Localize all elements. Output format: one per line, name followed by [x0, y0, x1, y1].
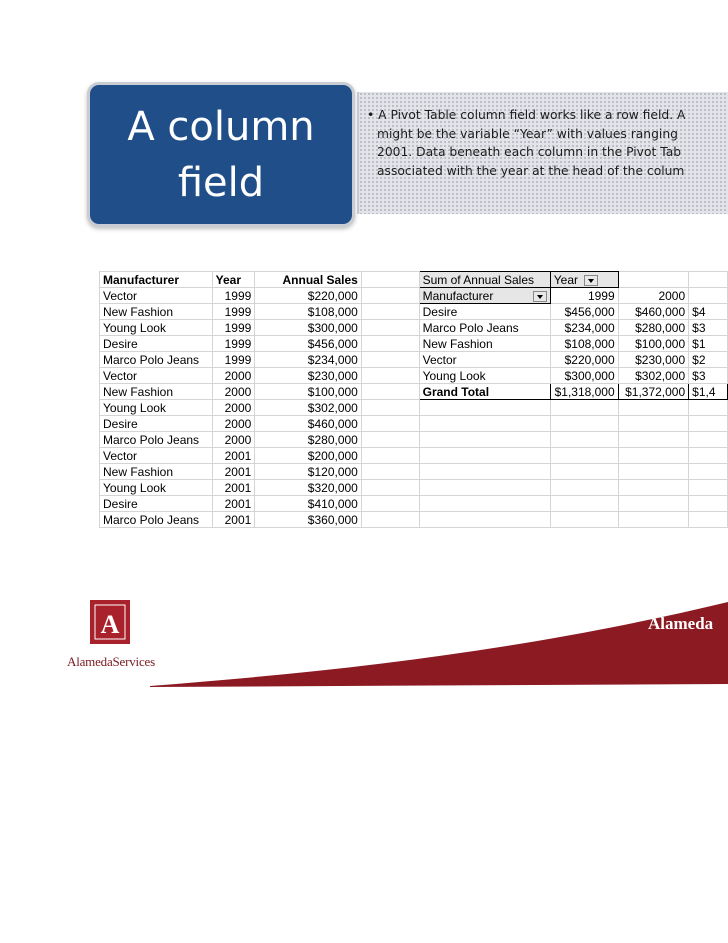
table-row: [100, 320, 728, 336]
pivot-column-field-button[interactable]: [550, 272, 618, 288]
source-cell[interactable]: $234,000: [255, 352, 362, 368]
table-row: [100, 304, 728, 320]
empty-cell[interactable]: [361, 432, 419, 448]
empty-cell[interactable]: [419, 416, 550, 432]
pivot-cell[interactable]: $108,000: [550, 336, 618, 352]
pivot-column-header[interactable]: 1999: [550, 288, 618, 304]
source-cell[interactable]: $360,000: [255, 512, 362, 528]
source-header-year[interactable]: Year: [212, 272, 255, 288]
pivot-row-label[interactable]: New Fashion: [419, 336, 550, 352]
empty-cell[interactable]: [618, 416, 689, 432]
footer-band-text: Alameda: [648, 614, 714, 633]
empty-cell[interactable]: [419, 432, 550, 448]
source-cell[interactable]: $200,000: [255, 448, 362, 464]
source-cell[interactable]: 2000: [212, 384, 255, 400]
pivot-row-field-label: Manufacturer: [422, 288, 494, 303]
source-cell[interactable]: $220,000: [255, 288, 362, 304]
source-cell[interactable]: $456,000: [255, 336, 362, 352]
empty-cell[interactable]: [618, 480, 689, 496]
empty-cell[interactable]: [550, 480, 618, 496]
empty-cell[interactable]: [419, 464, 550, 480]
empty-cell[interactable]: [689, 416, 728, 432]
source-cell[interactable]: Marco Polo Jeans: [100, 352, 213, 368]
source-cell[interactable]: $320,000: [255, 480, 362, 496]
table-row: [100, 480, 728, 496]
dropdown-arrow-icon[interactable]: [533, 291, 547, 302]
empty-cell[interactable]: [419, 512, 550, 528]
table-row: [100, 448, 728, 464]
source-cell[interactable]: Young Look: [100, 480, 213, 496]
table-row: [100, 400, 728, 416]
source-cell[interactable]: New Fashion: [100, 464, 213, 480]
source-cell[interactable]: $280,000: [255, 432, 362, 448]
source-cell[interactable]: Desire: [100, 416, 213, 432]
source-cell[interactable]: 2001: [212, 496, 255, 512]
empty-cell[interactable]: [550, 496, 618, 512]
table-row: [100, 432, 728, 448]
pivot-cell[interactable]: $1: [689, 336, 728, 352]
pivot-cell[interactable]: $3: [689, 368, 728, 384]
empty-cell[interactable]: [361, 480, 419, 496]
table-row: [100, 368, 728, 384]
empty-cell[interactable]: [361, 320, 419, 336]
pivot-cell[interactable]: $4: [689, 304, 728, 320]
source-header-manufacturer[interactable]: Manufacturer: [100, 272, 213, 288]
source-cell[interactable]: $410,000: [255, 496, 362, 512]
empty-cell[interactable]: [550, 448, 618, 464]
empty-cell[interactable]: [689, 288, 728, 304]
pivot-cell[interactable]: $460,000: [618, 304, 689, 320]
empty-cell[interactable]: [550, 416, 618, 432]
pivot-cell[interactable]: $300,000: [550, 368, 618, 384]
empty-cell[interactable]: [419, 496, 550, 512]
empty-cell[interactable]: [618, 432, 689, 448]
source-cell[interactable]: $120,000: [255, 464, 362, 480]
empty-cell[interactable]: [618, 448, 689, 464]
pivot-column-field-label: Year: [553, 272, 579, 287]
empty-cell[interactable]: [361, 416, 419, 432]
empty-cell[interactable]: [550, 400, 618, 416]
source-cell[interactable]: New Fashion: [100, 304, 213, 320]
pivot-grand-total-cell[interactable]: $1,372,000: [618, 384, 689, 400]
pivot-cell[interactable]: $234,000: [550, 320, 618, 336]
company-logo-icon: [90, 600, 130, 644]
spreadsheet-grid: [99, 271, 728, 528]
slide-title-line1: A column: [127, 103, 315, 150]
source-cell[interactable]: 2001: [212, 480, 255, 496]
table-row: [100, 496, 728, 512]
source-cell[interactable]: $302,000: [255, 400, 362, 416]
empty-cell[interactable]: [689, 480, 728, 496]
empty-cell[interactable]: [361, 384, 419, 400]
pivot-row-label[interactable]: Desire: [419, 304, 550, 320]
table-row: [100, 464, 728, 480]
empty-cell[interactable]: [689, 400, 728, 416]
source-cell[interactable]: Vector: [100, 368, 213, 384]
source-cell[interactable]: $230,000: [255, 368, 362, 384]
empty-cell[interactable]: [361, 288, 419, 304]
slide-title-line2: field: [177, 159, 265, 206]
empty-cell[interactable]: [550, 464, 618, 480]
source-cell[interactable]: Marco Polo Jeans: [100, 432, 213, 448]
pivot-cell[interactable]: $456,000: [550, 304, 618, 320]
empty-cell[interactable]: [550, 512, 618, 528]
pivot-cell[interactable]: $302,000: [618, 368, 689, 384]
source-cell[interactable]: 1999: [212, 320, 255, 336]
source-cell[interactable]: Marco Polo Jeans: [100, 512, 213, 528]
pivot-cell[interactable]: $3: [689, 320, 728, 336]
empty-cell[interactable]: [618, 464, 689, 480]
bullet-line: 2001. Data beneath each column in the Pivot Tab: [377, 145, 682, 159]
source-cell[interactable]: 2000: [212, 400, 255, 416]
empty-cell[interactable]: [689, 512, 728, 528]
empty-cell[interactable]: [618, 512, 689, 528]
pivot-row-label[interactable]: Marco Polo Jeans: [419, 320, 550, 336]
table-row: [100, 272, 728, 288]
source-cell[interactable]: 2001: [212, 448, 255, 464]
pivot-grand-total-label[interactable]: Grand Total: [419, 384, 550, 400]
table-row: [100, 384, 728, 400]
empty-cell[interactable]: [361, 368, 419, 384]
bullet-line: • A Pivot Table column field works like a row field. A: [367, 108, 686, 122]
empty-cell[interactable]: [419, 448, 550, 464]
pivot-cell[interactable]: $280,000: [618, 320, 689, 336]
table-row: [100, 288, 728, 304]
logo-letter: A: [100, 610, 120, 639]
table-row: [100, 416, 728, 432]
empty-cell[interactable]: [618, 496, 689, 512]
empty-cell[interactable]: [361, 448, 419, 464]
empty-cell[interactable]: [618, 400, 689, 416]
empty-cell[interactable]: [689, 464, 728, 480]
empty-cell[interactable]: [618, 272, 689, 288]
empty-cell[interactable]: [361, 272, 419, 288]
source-header-annual-sales[interactable]: Annual Sales: [255, 272, 362, 288]
source-cell[interactable]: 2000: [212, 432, 255, 448]
pivot-column-header[interactable]: 2000: [618, 288, 689, 304]
source-cell[interactable]: 1999: [212, 304, 255, 320]
pivot-row-label[interactable]: Vector: [419, 352, 550, 368]
empty-cell[interactable]: [361, 304, 419, 320]
bullet-line: associated with the year at the head of the colum: [377, 163, 685, 178]
pivot-data-label[interactable]: Sum of Annual Sales: [419, 272, 550, 288]
source-cell[interactable]: New Fashion: [100, 384, 213, 400]
source-cell[interactable]: 2001: [212, 512, 255, 528]
source-cell[interactable]: $460,000: [255, 416, 362, 432]
slide-title-box: [87, 82, 355, 227]
source-cell[interactable]: 2000: [212, 368, 255, 384]
source-cell[interactable]: Young Look: [100, 320, 213, 336]
empty-cell[interactable]: [361, 400, 419, 416]
dropdown-arrow-icon[interactable]: [584, 275, 598, 286]
pivot-row-label[interactable]: Young Look: [419, 368, 550, 384]
source-cell[interactable]: Young Look: [100, 400, 213, 416]
source-cell[interactable]: $108,000: [255, 304, 362, 320]
pivot-cell[interactable]: $220,000: [550, 352, 618, 368]
source-cell[interactable]: 2000: [212, 416, 255, 432]
table-row: [100, 352, 728, 368]
pivot-cell[interactable]: $100,000: [618, 336, 689, 352]
pivot-cell[interactable]: $230,000: [618, 352, 689, 368]
empty-cell[interactable]: [689, 496, 728, 512]
empty-cell[interactable]: [361, 512, 419, 528]
empty-cell[interactable]: [361, 496, 419, 512]
pivot-cell[interactable]: $2: [689, 352, 728, 368]
source-cell[interactable]: $300,000: [255, 320, 362, 336]
source-cell[interactable]: Desire: [100, 496, 213, 512]
empty-cell[interactable]: [419, 400, 550, 416]
empty-cell[interactable]: [689, 448, 728, 464]
table-row: [100, 512, 728, 528]
pivot-grand-total-cell[interactable]: $1,318,000: [550, 384, 618, 400]
empty-cell[interactable]: [689, 272, 728, 288]
pivot-grand-total-cell[interactable]: $1,4: [689, 384, 728, 400]
empty-cell[interactable]: [361, 464, 419, 480]
empty-cell[interactable]: [361, 352, 419, 368]
pivot-row-field-button[interactable]: [419, 288, 550, 304]
source-cell[interactable]: 1999: [212, 336, 255, 352]
source-cell[interactable]: Desire: [100, 336, 213, 352]
source-cell[interactable]: 1999: [212, 352, 255, 368]
source-cell[interactable]: 2001: [212, 464, 255, 480]
company-name: AlamedaServices: [67, 654, 155, 669]
empty-cell[interactable]: [689, 432, 728, 448]
source-cell[interactable]: $100,000: [255, 384, 362, 400]
bullet-panel: [357, 92, 728, 214]
source-cell[interactable]: Vector: [100, 448, 213, 464]
empty-cell[interactable]: [550, 432, 618, 448]
source-cell[interactable]: Vector: [100, 288, 213, 304]
bullet-line: might be the variable “Year” with values ranging: [377, 126, 678, 141]
empty-cell[interactable]: [419, 480, 550, 496]
empty-cell[interactable]: [361, 336, 419, 352]
table-row: [100, 336, 728, 352]
source-cell[interactable]: 1999: [212, 288, 255, 304]
